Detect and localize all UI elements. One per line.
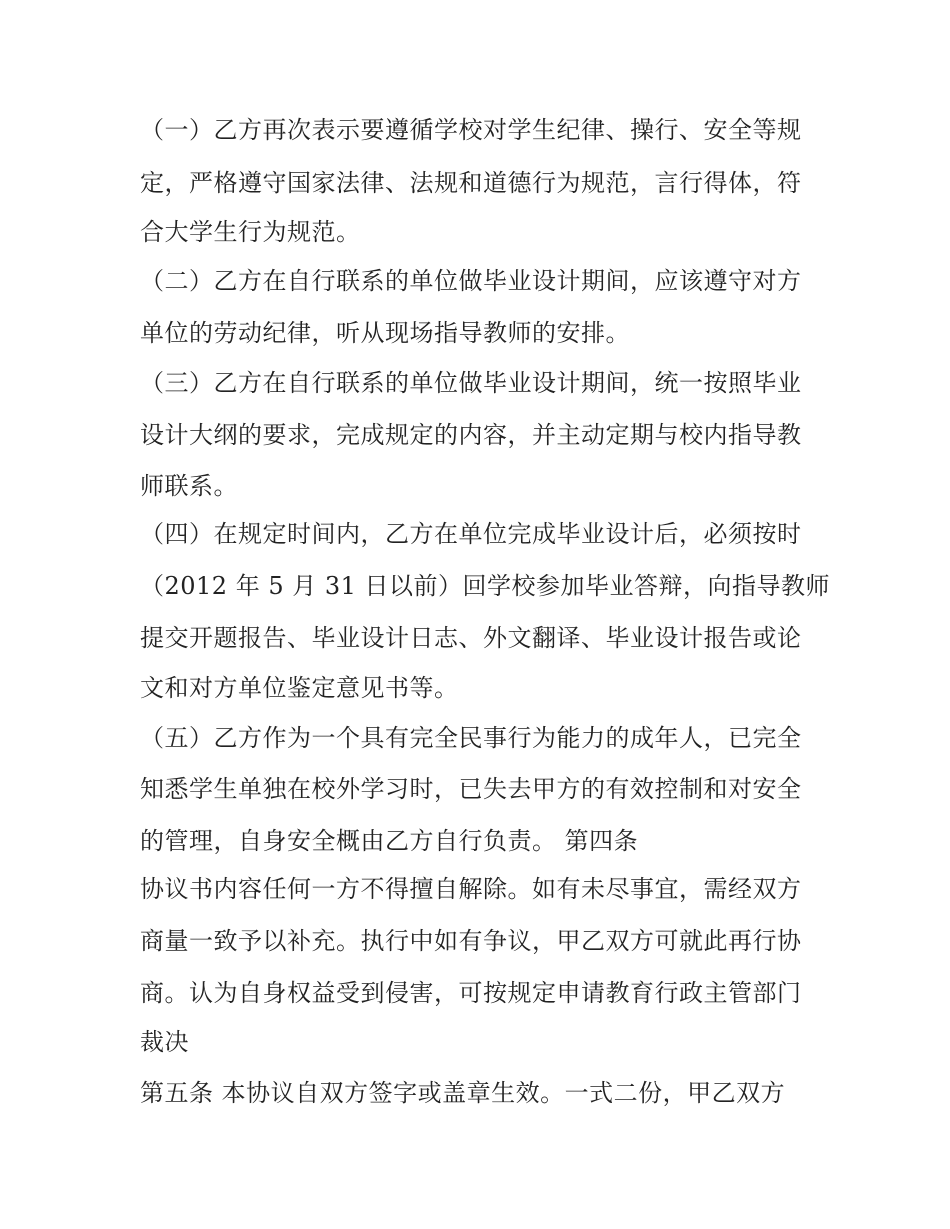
text-line: 合大学生行为规范。 bbox=[140, 218, 361, 246]
text-line: 定，严格遵守国家法律、法规和道德行为规范，言行得体，符 bbox=[140, 169, 802, 197]
text-line: 提交开题报告、毕业设计日志、外文翻译、毕业设计报告或论 bbox=[140, 624, 802, 652]
text-line: 文和对方单位鉴定意见书等。 bbox=[140, 674, 459, 702]
text-line: 设计大纲的要求，完成规定的内容，并主动定期与校内指导教 bbox=[140, 421, 802, 449]
text-line: （2012 年 5 月 31 日以前）回学校参加毕业答辩，向指导教师 bbox=[140, 572, 831, 600]
text-line: 裁决 bbox=[140, 1028, 189, 1056]
text-line: （一）乙方再次表示要遵循学校对学生纪律、操行、安全等规 bbox=[140, 116, 802, 144]
text-line: 的管理，自身安全概由乙方自行负责。 第四条 bbox=[140, 827, 639, 855]
text-line: （四）在规定时间内，乙方在单位完成毕业设计后，必须按时 bbox=[140, 520, 802, 548]
text-line: （二）乙方在自行联系的单位做毕业设计期间，应该遵守对方 bbox=[140, 267, 802, 295]
text-line: 第五条 本协议自双方签字或盖章生效。一式二份，甲乙双方 bbox=[140, 1079, 786, 1107]
text-line: 知悉学生单独在校外学习时，已失去甲方的有效控制和对安全 bbox=[140, 775, 802, 803]
text-line: 商量一致予以补充。执行中如有争议，甲乙双方可就此再行协 bbox=[140, 927, 802, 955]
text-line: 协议书内容任何一方不得擅自解除。如有未尽事宜，需经双方 bbox=[140, 875, 802, 903]
text-line: 师联系。 bbox=[140, 472, 238, 500]
text-line: 商。认为自身权益受到侵害，可按规定申请教育行政主管部门 bbox=[140, 979, 802, 1007]
text-line: （三）乙方在自行联系的单位做毕业设计期间，统一按照毕业 bbox=[140, 369, 802, 397]
text-line: 单位的劳动纪律，听从现场指导教师的安排。 bbox=[140, 319, 630, 347]
text-line: （五）乙方作为一个具有完全民事行为能力的成年人，已完全 bbox=[140, 724, 802, 752]
